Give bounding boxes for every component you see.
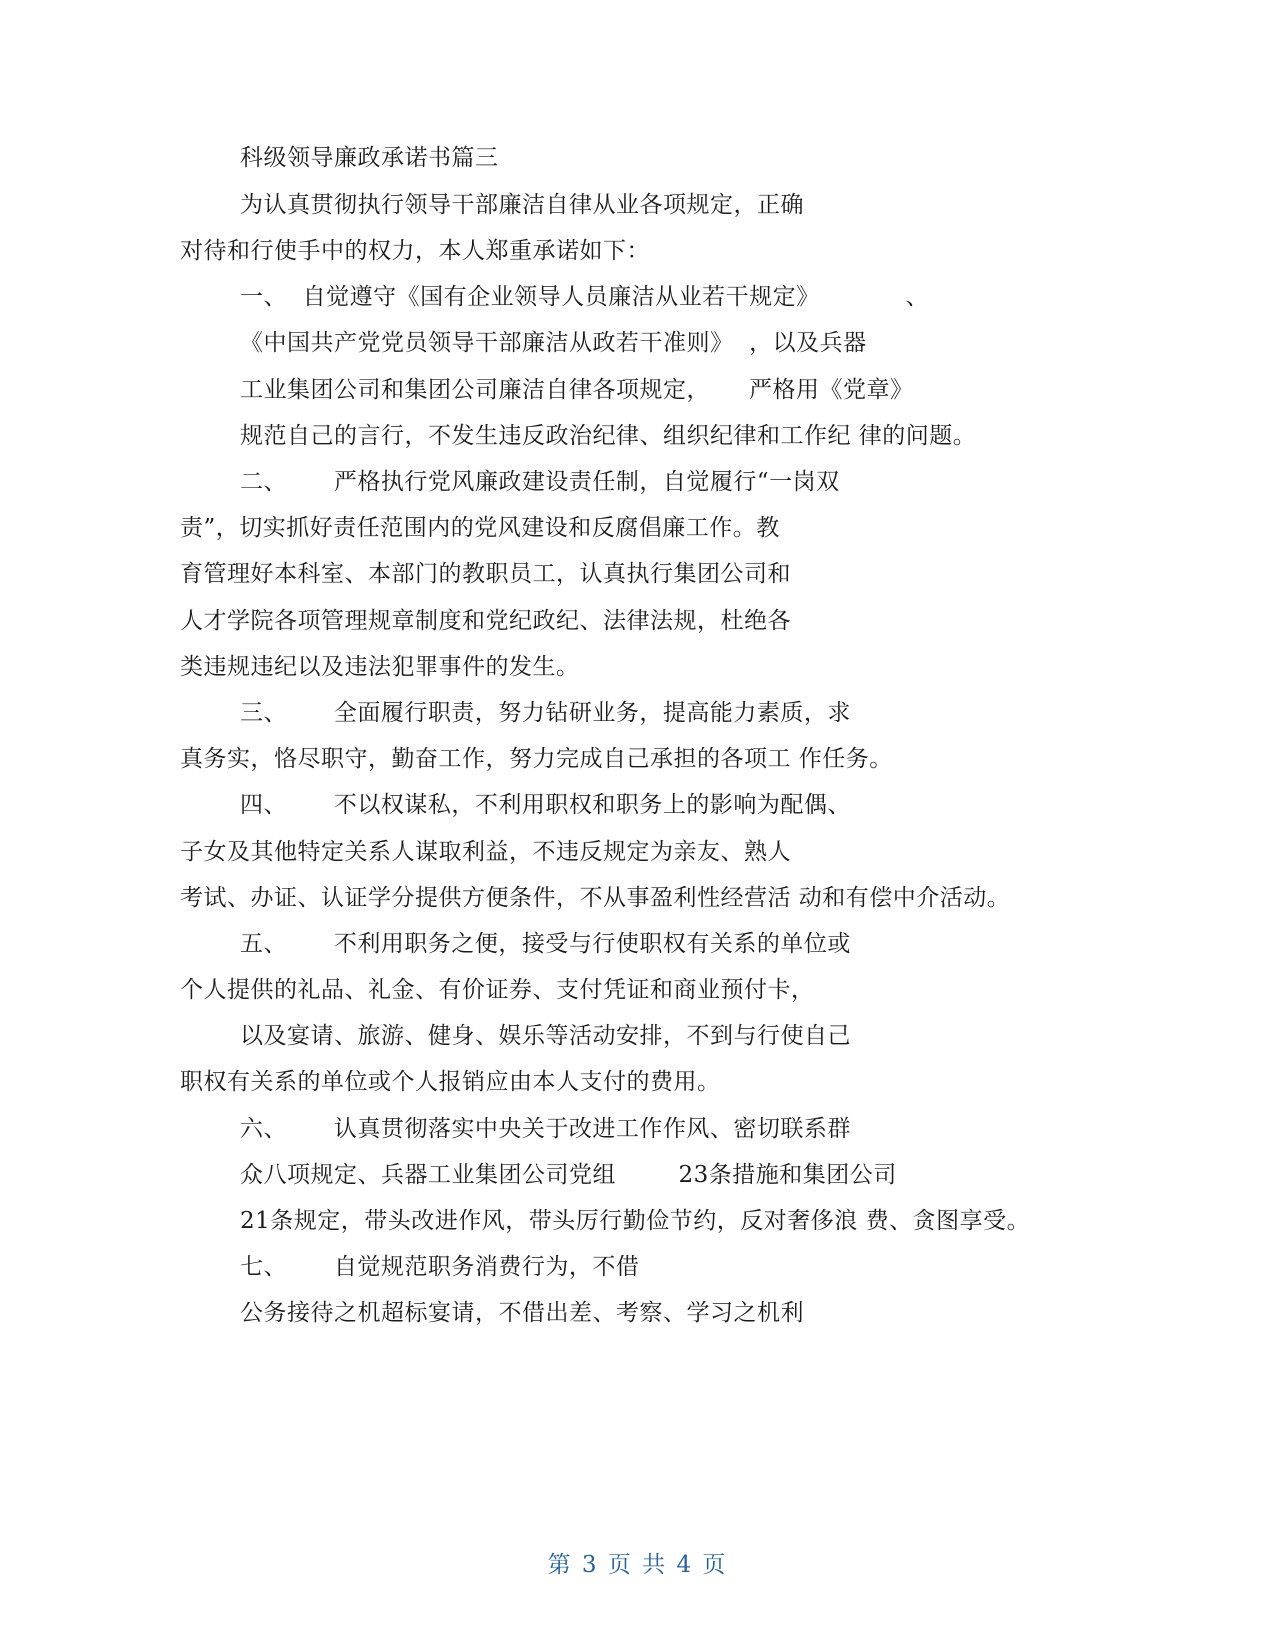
text-line: 育管理好本科室、本部门的教职员工，认真执行集团公司和 [180, 561, 791, 587]
text-line: 六、 认真贯彻落实中央关于改进工作作风、密切联系群 [240, 1116, 851, 1142]
text-line: 对待和行使手中的权力，本人郑重承诺如下： [180, 238, 650, 264]
text-line: 21条规定，带头改进作风，带头厉行勤俭节约，反对奢侈浪 费、贪图享受。 [240, 1208, 1031, 1234]
text-line: 二、 严格执行党风廉政建设责任制，自觉履行“一岗双 [240, 469, 840, 495]
text-line: 公务接待之机超标宴请，不借出差、考察、学习之机利 [240, 1300, 804, 1326]
text-line: 责”，切实抓好责任范围内的党风建设和反腐倡廉工作。教 [180, 515, 780, 541]
text-line: 四、 不以权谋私，不利用职权和职务上的影响为配偶、 [240, 792, 851, 818]
text-line: 五、 不利用职务之便，接受与行使职权有关系的单位或 [240, 931, 851, 957]
text-line: 七、 自觉规范职务消费行为，不借 [240, 1254, 640, 1280]
text-line: 三、 全面履行职责，努力钻研业务，提高能力素质，求 [240, 700, 851, 726]
text-line: 子女及其他特定关系人谋取利益，不违反规定为亲友、熟人 [180, 839, 791, 865]
text-line: 一、 自觉遵守《国有企业领导人员廉洁从业若干规定》 、 [240, 284, 930, 310]
text-line: 《中国共产党党员领导干部廉洁从政若干准则》 ，以及兵器 [240, 330, 867, 356]
text-line: 为认真贯彻执行领导干部廉洁自律从业各项规定，正确 [240, 192, 804, 218]
document-title: 科级领导廉政承诺书篇三 [240, 145, 499, 171]
text-line: 考试、办证、认证学分提供方便条件，不从事盈利性经营活 动和有偿中介活动。 [180, 885, 1011, 911]
text-line: 以及宴请、旅游、健身、娱乐等活动安排，不到与行使自己 [240, 1023, 851, 1049]
text-line: 规范自己的言行，不发生违反政治纪律、组织纪律和工作纪 律的问题。 [240, 423, 977, 449]
text-line: 人才学院各项管理规章制度和党纪政纪、法律法规，杜绝各 [180, 608, 791, 634]
text-line: 工业集团公司和集团公司廉洁自律各项规定， 严格用《党章》 [240, 377, 914, 403]
text-line: 类违规违纪以及违法犯罪事件的发生。 [180, 654, 580, 680]
page-number-footer: 第 3 页 共 4 页 [547, 1552, 728, 1578]
text-line: 职权有关系的单位或个人报销应由本人支付的费用。 [180, 1069, 721, 1095]
text-line: 真务实，恪尽职守，勤奋工作，努力完成自己承担的各项工 作任务。 [180, 746, 893, 772]
text-line: 个人提供的礼品、礼金、有价证券、支付凭证和商业预付卡， [180, 977, 815, 1003]
text-line: 众八项规定、兵器工业集团公司党组 23条措施和集团公司 [240, 1162, 897, 1188]
